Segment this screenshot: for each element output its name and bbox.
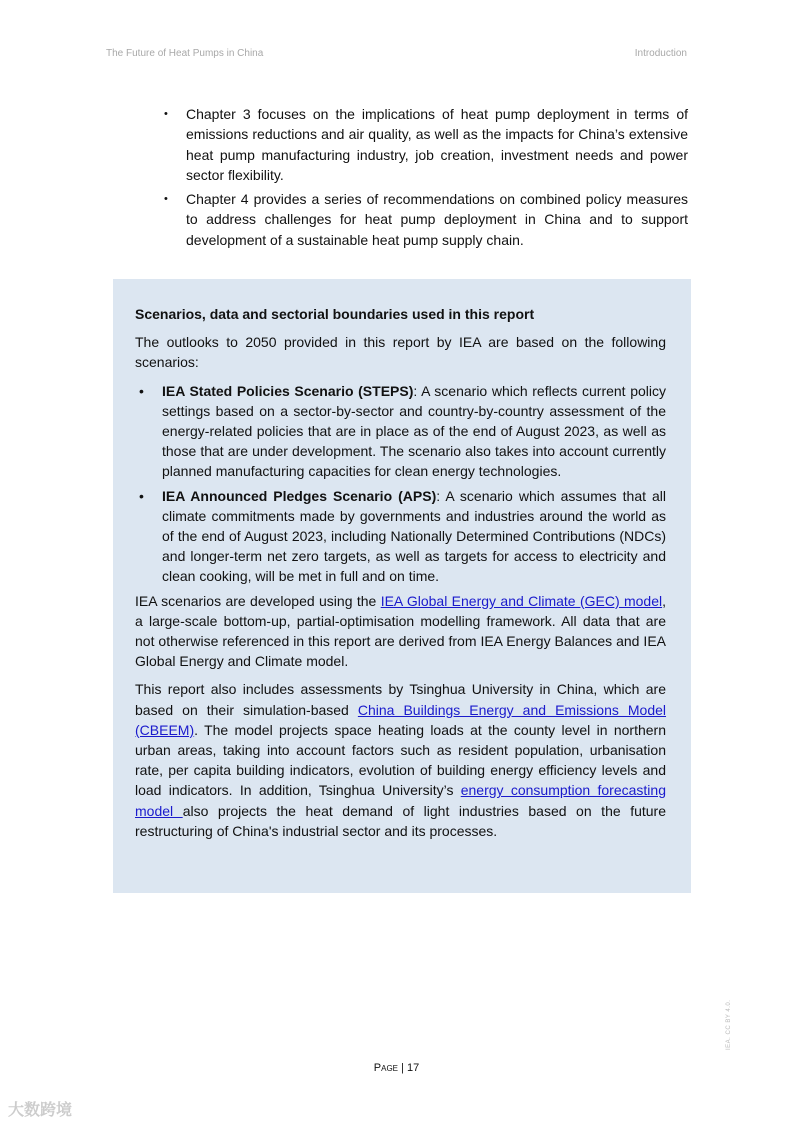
- scenario-description: : A scenario which assumes that all climate commitments made by governments and industries around the world as of the end of August 2023, including Nationally Determined Contributions (NDCs) and longer-term net zero targets, as well as targets for access to electricity and clean cooking, will be met in full and on time.: [162, 487, 666, 585]
- box-title: Scenarios, data and sectorial boundaries used in this report: [135, 306, 535, 322]
- running-header-section: Introduction: [634, 48, 687, 59]
- separator: |: [398, 1062, 407, 1074]
- scenario-name: IEA Announced Pledges Scenario (APS): [162, 487, 437, 504]
- forecasting-model-link[interactable]: energy consumption forecasting model: [135, 782, 666, 819]
- scenario-steps: [135, 381, 666, 482]
- page-number: 17: [406, 1062, 420, 1074]
- text: . The model projects space heating loads at the county level in northern urban areas, taking into account factors such as resident population, urbanisation rate, per capita building indicators, evolution of building energy efficiency levels and load indicators. In addition, Tsinghua University’s: [135, 721, 666, 799]
- watermark-logo: 大数跨境: [8, 1102, 73, 1119]
- running-header-title: The Future of Heat Pumps in China: [106, 48, 264, 59]
- cbeem-link[interactable]: China Buildings Energy and Emissions Model (CBEEM): [135, 701, 667, 738]
- page-label: Page: [373, 1062, 398, 1074]
- scenario-description: : A scenario which reflects current policy settings based on a sector-by-sector and country-by-country assessment of the energy-related policies that are in place as of the end of August 2023, as well as those that are under development. The scenario also takes into account currently planned manufacturing capacities for clean energy technologies.: [162, 382, 666, 480]
- scenario-aps: [135, 486, 666, 587]
- text: IEA scenarios are developed using the: [135, 592, 381, 609]
- scenarios-info-box: [113, 279, 691, 893]
- list-item: • Chapter 3 focuses on the implications of heat pump deployment in terms of emissions reductions and air quality, as well as the impacts for China’s extensive heat pump manufacturing industry, job creation, investment needs and power sector flexibility.: [164, 104, 688, 185]
- tsinghua-paragraph: [135, 679, 666, 841]
- box-intro: The outlooks to 2050 provided in this report by IEA are based on the following scenarios:: [135, 334, 666, 371]
- scenario-list: [135, 381, 666, 587]
- list-item: • Chapter 4 provides a series of recommendations on combined policy measures to address challenges for heat pump deployment in China and to support development of a sustainable heat pump supply chain.: [164, 189, 688, 250]
- scenario-name: IEA Stated Policies Scenario (STEPS): [162, 382, 414, 399]
- text: also projects the heat demand of light industries based on the future restructuring of China's industrial sector and its processes.: [135, 802, 666, 839]
- page-footer: [0, 1062, 793, 1074]
- text: This report also includes assessments by Tsinghua University in China, which are based on their simulation-based: [135, 681, 666, 718]
- text: , a large-scale bottom-up, partial-optimisation modelling framework. All data that are not otherwise referenced in this report are derived from IEA Energy Balances and IEA Global Energy and Climate model.: [135, 592, 666, 670]
- license-note: IEA. CC BY 4.0.: [726, 999, 732, 1050]
- gec-paragraph: [135, 591, 666, 672]
- chapter-list: [164, 104, 688, 254]
- gec-model-link[interactable]: IEA Global Energy and Climate (GEC) model: [380, 592, 663, 609]
